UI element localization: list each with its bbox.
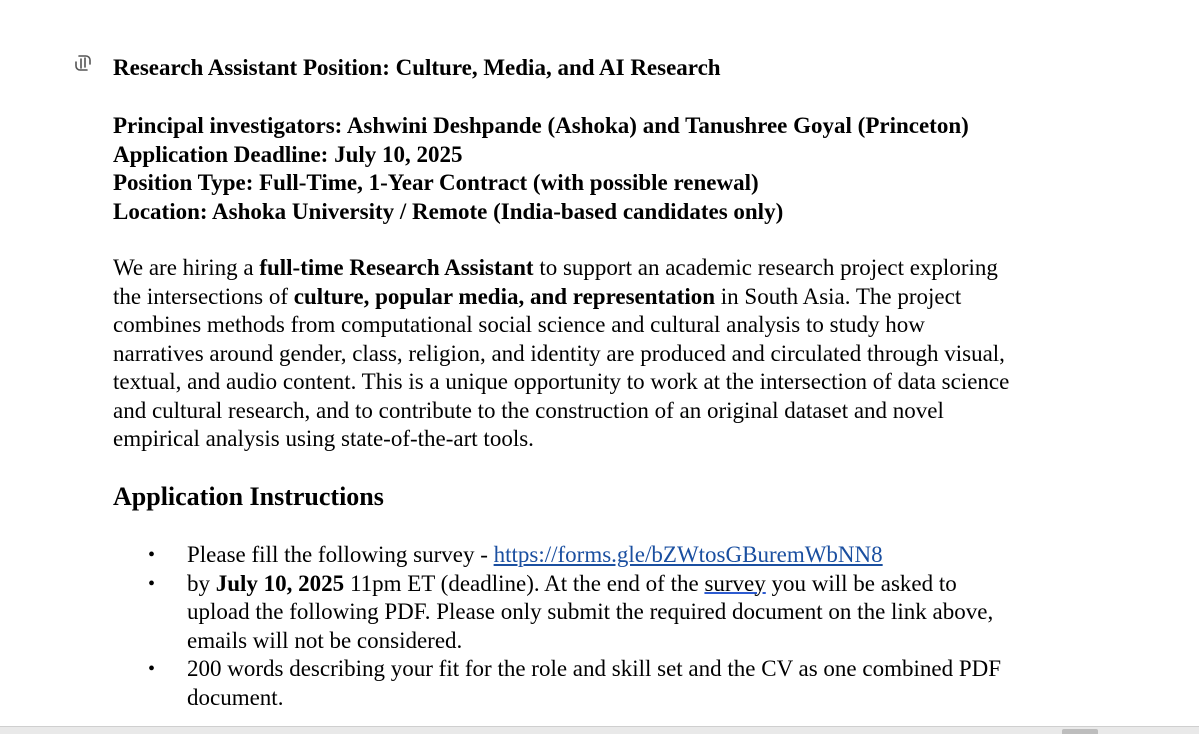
list-item: • Please fill the following survey - https://forms.gle/bZWtosGBuremWbNN8 bbox=[113, 541, 1113, 570]
copilot-icon[interactable] bbox=[73, 54, 93, 72]
deadline-date: July 10, 2025 bbox=[215, 570, 345, 596]
position-details bbox=[113, 112, 969, 226]
paragraph-line: We are hiring a full-time Research Assistant to support an academic research project exploring bbox=[113, 255, 998, 280]
paragraph-line: narratives around gender, class, religion, and identity are produced and circulated through visual, bbox=[113, 340, 1005, 366]
spellcheck-word[interactable]: survey bbox=[704, 570, 766, 596]
paragraph-line: the intersections of culture, popular media, and representation in South Asia. The project bbox=[113, 283, 962, 309]
paragraph-line: combines methods from computational social science and cultural analysis to study how bbox=[113, 312, 925, 337]
description-paragraph bbox=[113, 254, 1093, 454]
emphasis-topics: culture, popular media, and representation bbox=[293, 283, 716, 309]
scrollbar-thumb[interactable] bbox=[1062, 729, 1098, 734]
list-item: • by July 10, 2025 11pm ET (deadline). At the end of the survey you will be asked to upload the following PDF. Please only submit the required document on the link above, emails will not be considered. bbox=[148, 570, 994, 653]
bullet-icon: • bbox=[148, 658, 156, 680]
paragraph-line: textual, and audio content. This is a unique opportunity to work at the intersection of data science bbox=[113, 369, 1010, 394]
survey-link[interactable]: https://forms.gle/bZWtosGBuremWbNN8 bbox=[493, 542, 883, 567]
emphasis-role: full-time Research Assistant bbox=[259, 255, 534, 280]
position-type: Position Type: Full-Time, 1-Year Contract (with possible renewal) bbox=[113, 170, 759, 195]
list-item: • 200 words describing your fit for the role and skill set and the CV as one combined PDF document. bbox=[148, 656, 1002, 710]
document-title: Research Assistant Position: Culture, Media, and AI Research bbox=[113, 55, 721, 80]
horizontal-scrollbar[interactable] bbox=[0, 726, 1199, 734]
instructions-heading: Application Instructions bbox=[113, 482, 384, 511]
bullet-icon: • bbox=[148, 572, 156, 595]
instructions-list bbox=[113, 541, 1113, 712]
bullet-icon: • bbox=[148, 544, 156, 566]
principal-investigators: Principal investigators: Ashwini Deshpande (Ashoka) and Tanushree Goyal (Princeton) bbox=[113, 113, 969, 138]
paragraph-line: empirical analysis using state-of-the-art tools. bbox=[113, 426, 534, 451]
paragraph-line: and cultural research, and to contribute to the construction of an original dataset and novel bbox=[113, 397, 944, 423]
location: Location: Ashoka University / Remote (India-based candidates only) bbox=[113, 198, 784, 224]
application-deadline: Application Deadline: July 10, 2025 bbox=[113, 141, 463, 167]
